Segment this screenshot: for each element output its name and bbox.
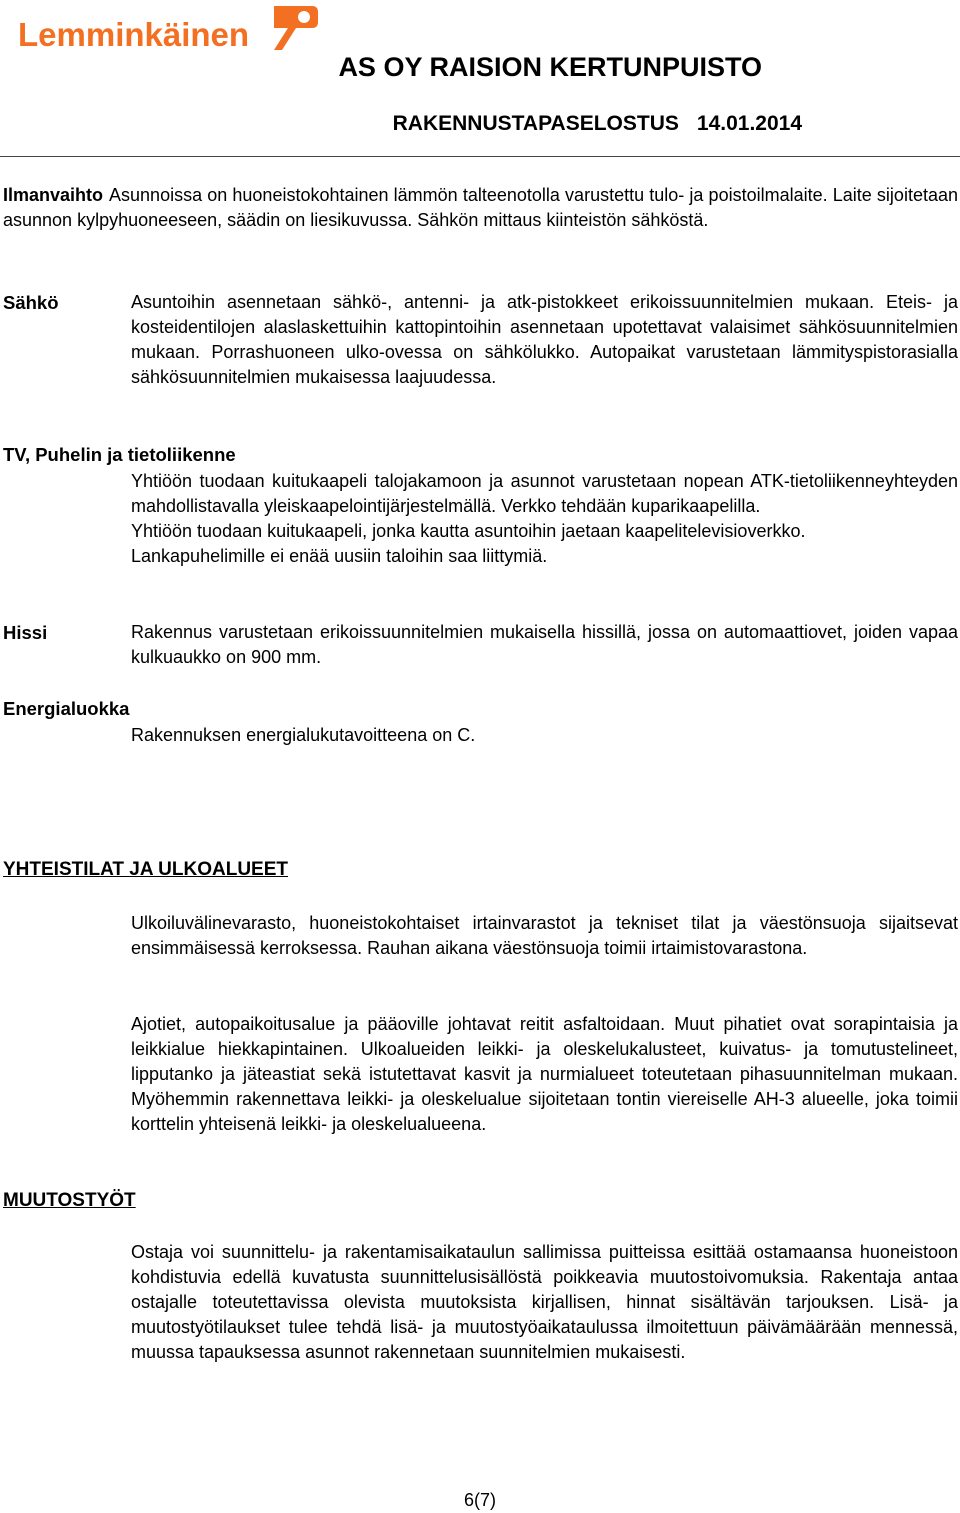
- document-title: AS OY RAISION KERTUNPUISTO: [338, 52, 762, 82]
- sahko-text: Asuntoihin asennetaan sähkö-, antenni- ja atk-pistokkeet erikoissuunnitelmien mukaan. Eteis- ja kosteidentilojen alaslaskettuihin kattopintoihin asennetaan upotettavat valaisimet sähkösuunnitelmien mukaan. Porrashuoneen ulko-ovessa on sähkölukko. Autopaikat varustetaan lämmityspistorasialla sähkösuunnitelmien mukaisessa laajuudessa.: [131, 292, 958, 387]
- tv-section: [131, 469, 958, 569]
- muutostyot-text: Ostaja voi suunnittelu- ja rakentamisaikataulun sallimissa puitteissa esittää ostamaansa huoneistoon kohdistuvia edellä kuvatusta suunnittelusisällöstä poikkeavia muutostoivomuksia. Rakentaja antaa ostajalle toteutettavissa olevista muutoksista kirjallisen, hinnat sisältävän tarjouksen. Lisä- ja muutostyötilaukset tulee tehdä lisä- ja muutostyöaikataulussa ilmoitettuun päivämäärään mennessä, muussa tapauksessa asunnot rakennetaan suunnitelmien mukaisesti.: [131, 1242, 958, 1362]
- document-date: 14.01.2014: [696, 112, 802, 135]
- energia-text: Rakennuksen energialukutavoitteena on C.: [131, 725, 476, 745]
- sahko-label: Sähkö: [3, 292, 59, 313]
- yhteistilat-text-2: Ajotiet, autopaikoitusalue ja pääoville johtavat reitit asfaltoidaan. Muut pihatiet ovat sorapintaisia ja leikkialue hiekkapintainen. Ulkoalueiden leikki- ja oleskelukalusteet, kuivatus- ja tomutustelineet, lipputanko ja jäteastiat sekä istutettavat kasvit ja nurmialueet toteutetaan pihasuunnitelman mukaan. Myöhemmin rakennettava leikki- ja oleskelualue sijoitetaan tontin viereiselle AH-3 alueelle, joka toimii korttelin yhteisenä leikki- ja oleskelualueena.: [131, 1014, 958, 1134]
- document-type: RAKENNUSTAPASELOSTUS: [392, 112, 679, 135]
- document-subtitle: [393, 112, 802, 136]
- muutostyot-heading: MUUTOSTYÖT: [3, 1190, 136, 1211]
- tv-text-1: Yhtiöön tuodaan kuitukaapeli talojakamoon ja asunnot varustetaan nopean ATK-tietoliikenneyhteyden mahdollistavalla yleiskaapelointijärjestelmällä. Verkko tehdään kuparikaapelilla.: [131, 471, 958, 516]
- yhteistilat-heading: YHTEISTILAT JA ULKOALUEET: [3, 859, 288, 880]
- hissi-text: Rakennus varustetaan erikoissuunnitelmien mukaisella hissillä, jossa on automaattiovet, joiden vapaa kulkuaukko on 900 mm.: [131, 622, 958, 667]
- hissi-label: Hissi: [3, 622, 48, 643]
- tv-text-3: Lankapuhelimille ei enää uusiin taloihin saa liittymiä.: [131, 546, 548, 566]
- ilmanvaihto-section: [3, 183, 958, 233]
- header-divider: [0, 156, 960, 157]
- logo-text: Lemminkäinen: [18, 16, 250, 53]
- lemminkainen-logo: [12, 0, 322, 60]
- tv-text-2: Yhtiöön tuodaan kuitukaapeli, jonka kautta asuntoihin jaetaan kaapelitelevisioverkko.: [131, 521, 806, 541]
- ilmanvaihto-label: Ilmanvaihto: [3, 185, 104, 205]
- energia-label: Energialuokka: [3, 698, 130, 719]
- ilmanvaihto-text: Asunnoissa on huoneistokohtainen lämmön talteenotolla varustettu tulo- ja poistoilmalaite. Laite sijoitetaan asunnon kylpyhuoneeseen, säädin on liesikuvussa. Sähkön mittaus kiinteistön sähköstä.: [3, 185, 958, 230]
- tv-label: TV, Puhelin ja tietoliikenne: [3, 444, 236, 465]
- logo-mark-icon: [274, 6, 318, 50]
- page-number: 6(7): [463, 1490, 496, 1510]
- yhteistilat-text-1: Ulkoiluvälinevarasto, huoneistokohtaiset irtainvarastot ja tekniset tilat ja väestönsuoja sijaitsevat ensimmäisessä kerroksessa. Rauhan aikana väestönsuoja toimii irtaimistovarastona.: [131, 913, 958, 958]
